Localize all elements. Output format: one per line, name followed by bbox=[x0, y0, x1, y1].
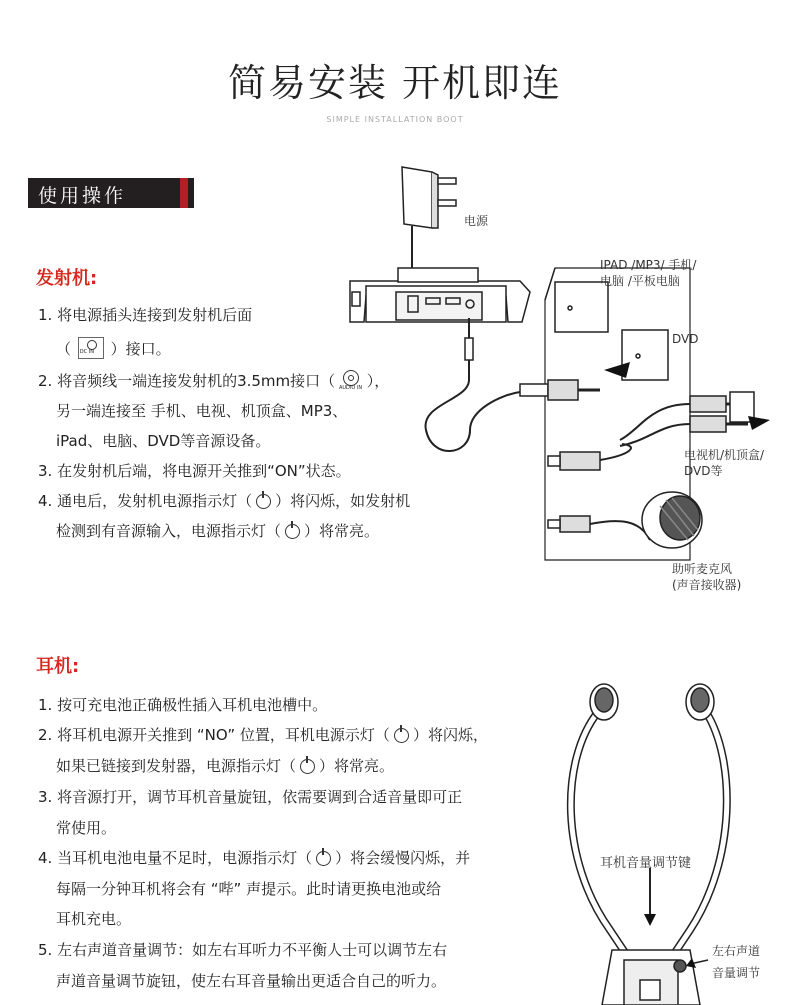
tx-step-2b: 另一端连接至 手机、电视、机顶盒、MP3、 bbox=[56, 402, 348, 420]
label-balance-1: 左右声道 bbox=[712, 944, 761, 958]
tx-step-1b-close: ）接口。 bbox=[110, 340, 171, 358]
tx-step-4b-close: ）将常亮。 bbox=[304, 522, 380, 540]
page-subtitle: SIMPLE INSTALLATION BOOT bbox=[326, 115, 464, 124]
label-mic-1: 助听麦克风 bbox=[672, 562, 733, 576]
label-ipad-1: IPAD /MP3/ 手机/ bbox=[600, 258, 697, 272]
label-dvd: DVD bbox=[672, 332, 699, 346]
audio-in-text: AUDIO IN bbox=[338, 385, 363, 391]
ep-step-2b-text: 如果已链接到发射器，电源指示灯（ bbox=[56, 757, 297, 775]
ep-step-2-close: ）将闪烁， bbox=[412, 726, 488, 744]
hearing-microphone bbox=[642, 492, 702, 548]
label-power: 电源 bbox=[464, 214, 489, 228]
label-tv-1: 电视机/机顶盒/ bbox=[684, 448, 765, 462]
power-adapter bbox=[402, 167, 456, 228]
ep-step-5b: 声道音量调节旋钮，使左右耳音量输出更适合自己的听力。 bbox=[56, 972, 447, 990]
ep-step-3b: 常使用。 bbox=[56, 819, 117, 837]
tx-step-4-close: ）将闪烁，如发射机 bbox=[275, 492, 411, 510]
tx-step-2-text: 2. 将音频线一端连接发射机的3.5mm接口（ bbox=[38, 372, 336, 390]
tx-step-4-text: 4. 通电后，发射机电源指示灯（ bbox=[38, 492, 253, 510]
transmitter-heading: 发射机: bbox=[36, 268, 98, 289]
tx-step-4b-text: 检测到有音源输入，电源指示灯（ bbox=[56, 522, 282, 540]
tx-step-1b-open: （ bbox=[56, 340, 72, 358]
ep-step-4c: 耳机充电。 bbox=[56, 910, 132, 928]
tx-step-3: 3. 在发射机后端，将电源开关推到“ON”状态。 bbox=[38, 462, 351, 480]
tx-step-1: 1. 将电源插头连接到发射机后面 bbox=[38, 306, 253, 324]
label-tv-2: DVD等 bbox=[684, 464, 723, 478]
label-mic-2: (声音接收器) bbox=[672, 578, 742, 592]
headphone bbox=[571, 684, 727, 1005]
ep-step-5: 5. 左右声道音量调节：如左右耳听力不平衡人士可以调节左右 bbox=[38, 941, 448, 959]
tx-step-2c: iPad、电脑、DVD等音源设备。 bbox=[56, 432, 271, 450]
ep-step-3: 3. 将音源打开，调节耳机音量旋钮，依需要调到合适音量即可正 bbox=[38, 788, 463, 806]
label-balance-2: 音量调节 bbox=[712, 966, 761, 980]
earphone-heading: 耳机: bbox=[36, 656, 80, 677]
page-title: 简易安装 开机即连 bbox=[227, 61, 563, 105]
ep-step-1: 1. 按可充电池正确极性插入耳机电池槽中。 bbox=[38, 696, 328, 714]
section-label: 使用操作 bbox=[38, 185, 127, 207]
ep-step-4b: 每隔一分钟耳机将会有 “哔” 声提示。此时请更换电池或给 bbox=[56, 880, 442, 898]
label-ipad-2: 电脑 /平板电脑 bbox=[600, 274, 680, 288]
label-volume-key: 耳机音量调节键 bbox=[600, 856, 692, 871]
tx-step-2-close: ）， bbox=[366, 372, 390, 390]
dc-in-text: DC IN bbox=[79, 349, 94, 355]
transmitter-base bbox=[350, 268, 530, 322]
ep-step-2-text: 2. 将耳机电源开关推到 “NO” 位置，耳机电源示灯（ bbox=[38, 726, 390, 744]
ep-step-4-close: ）将会缓慢闪烁，并 bbox=[335, 849, 471, 867]
ep-step-4-text: 4. 当耳机电池电量不足时，电源指示灯（ bbox=[38, 849, 313, 867]
ep-step-2b-close: ）将常亮。 bbox=[319, 757, 395, 775]
